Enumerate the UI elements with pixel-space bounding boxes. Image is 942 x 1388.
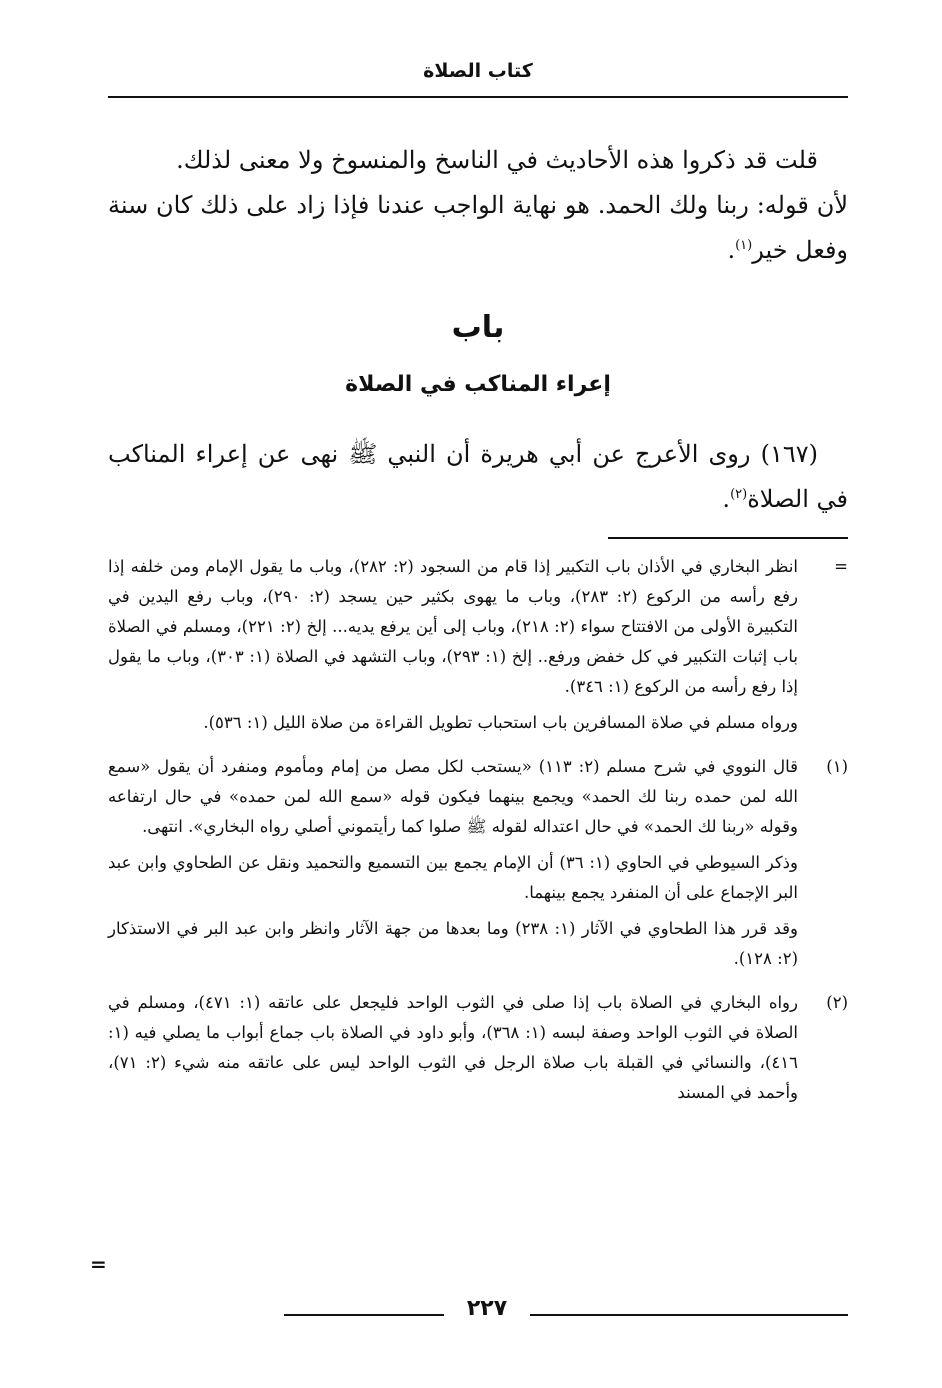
footnote-paragraph: ورواه مسلم في صلاة المسافرين باب استحباب تطويل القراءة من صلاة الليل (١: ٥٣٦).: [203, 713, 798, 732]
footnote-divider: [608, 537, 848, 539]
main-paragraph-2: [108, 183, 848, 273]
main-paragraph-2-text: لأن قوله: ربنا ولك الحمد. هو نهاية الواجب عندنا فإذا زاد على ذلك كان سنة وفعل خير: [108, 191, 848, 264]
continuation-mark: =: [90, 1252, 107, 1276]
page-number-rule-right: [530, 1314, 848, 1316]
main-paragraph-2-end: .: [727, 236, 736, 264]
footnote-paragraph: وقد قرر هذا الطحاوي في الآثار (١: ٢٣٨) وما بعدها من جهة الآثار وانظر وابن عبد البر في الاستذكار (٢: ١٢٨).: [108, 919, 798, 968]
hadith-end: .: [722, 485, 731, 513]
footnote-1: [108, 752, 848, 980]
chapter-title: إعراء المناكب في الصلاة: [345, 372, 611, 397]
footnote-body: [108, 752, 798, 980]
footnote-continued: [108, 552, 848, 744]
chapter-heading: باب: [451, 310, 505, 345]
main-paragraph-1: قلت قد ذكروا هذه الأحاديث في الناسخ والمنسوخ ولا معنى لذلك.: [176, 146, 818, 174]
hadith-paragraph: [108, 432, 848, 522]
hadith-text: [108, 432, 848, 522]
header-divider: [108, 96, 848, 98]
footnote-paragraph: قال النووي في شرح مسلم (٢: ١١٣) «يستحب لكل مصل من إمام ومأموم ومنفرد أن يقول «سمع الله لمن حمده ربنا لك الحمد» ويجمع بينهما فيكون قوله «سمع الله لمن حمده» في حال ارتفاعه وقوله «ربنا لك الحمد» في حال اعتداله لقوله ﷺ صلوا كما رأيتموني أصلي رواه البخاري». انتهى.: [108, 757, 798, 836]
footnote-mark: (٢): [826, 993, 848, 1012]
footnote-ref-2: (٢): [730, 487, 748, 502]
running-header: كتاب الصلاة: [423, 60, 533, 82]
footnote-paragraph: انظر البخاري في الأذان باب التكبير إذا قام من السجود (٢: ٢٨٢)، وباب ما يقول الإمام ومن خلفه إذا رفع رأسه من الركوع (٢: ٢٨٣)، وباب ما يهوى بكثير حين يسجد (٢: ٢٩٠)، وباب رفع اليدين في التكبيرة الأولى من الافتتاح سواء (٢: ٢١٨)، وباب إلى أين يرفع يديه... إلخ (٢: ٢٢١)، ومسلم في الصلاة باب إثبات التكبير في كل خفض ورفع.. إلخ (١: ٢٩٣)، وباب التشهد في الصلاة (١: ٣٠٣)، وباب ما يقول إذا رفع رأسه من الركوع (١: ٣٤٦).: [108, 557, 799, 696]
footnote-mark: (١): [826, 757, 848, 776]
footnote-2: [108, 988, 848, 1114]
page-number: ٢٢٧: [466, 1296, 508, 1321]
main-text: [108, 138, 848, 273]
footnote-mark: =: [834, 557, 848, 576]
footnotes: [108, 552, 848, 1122]
footnote-ref-1: (١): [735, 238, 753, 253]
hadith-body: (١٦٧) روى الأعرج عن أبي هريرة أن النبي ﷺ نهى عن إعراء المناكب في الصلاة: [108, 440, 848, 513]
footnote-body: [108, 552, 798, 744]
footnote-paragraph: وذكر السيوطي في الحاوي (١: ٣٦) أن الإمام يجمع بين التسميع والتحميد ونقل عن الطحاوي وابن عبد البر الإجماع على أن المنفرد يجمع بينهما.: [108, 853, 798, 902]
page-number-rule-left: [284, 1314, 444, 1316]
footnote-paragraph: رواه البخاري في الصلاة باب إذا صلى في الثوب الواحد فليجعل على عاتقه (١: ٤٧١)، ومسلم في الصلاة في الثوب الواحد وصفة لبسه (١: ٣٦٨)، وأبو داود في الصلاة باب جماع أبواب ما يصلي فيه (١: ٤١٦)، والنسائي في القبلة باب صلاة الرجل في الثوب الواحد ليس على عاتقه منه شيء (٢: ٧١)، وأحمد في المسند: [108, 993, 798, 1102]
footnote-body: [108, 988, 798, 1114]
